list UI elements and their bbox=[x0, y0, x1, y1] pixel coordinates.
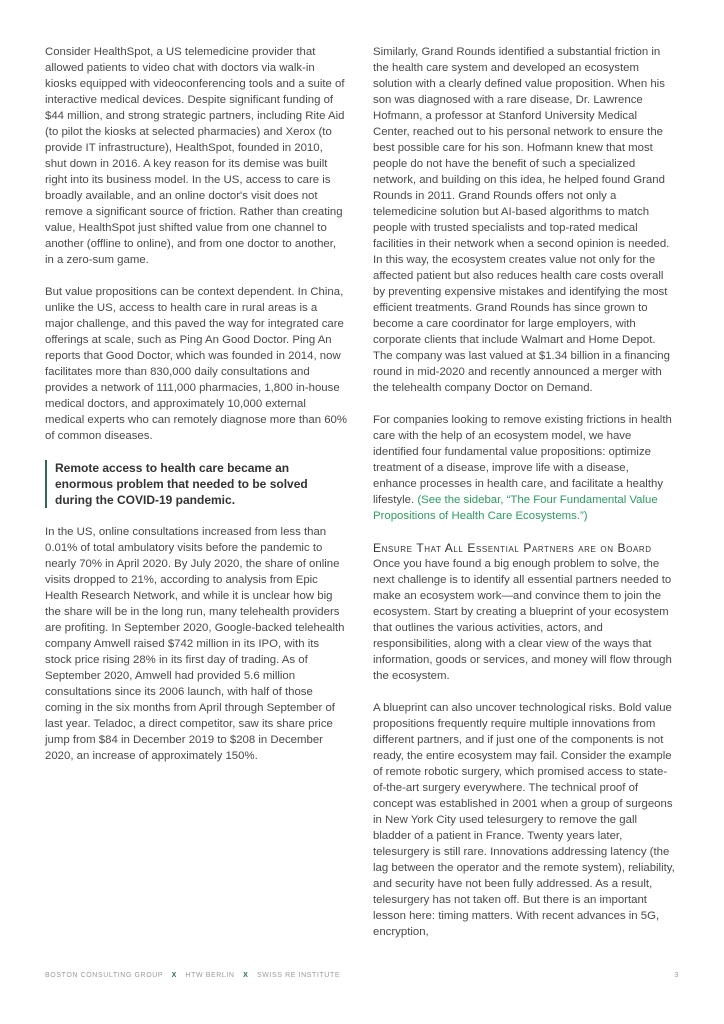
value-propositions-text: For companies looking to remove existing frictions in health care with the help of an ecosystem model, we have identified four fundamental value propositions: optimize treatment of a disease, improve life with a disease, enhance processes in health care, and facilitate a healthy lifestyle. bbox=[373, 414, 672, 506]
paragraph-grand-rounds: Similarly, Grand Rounds identified a substantial friction in the health care system and developed an ecosystem solution with a clearly defined value proposition. When his son was diagnosed with a rare disease, Dr. Lawrence Hofmann, a professor at Stanford University Medical Center, reached out to his personal network to ensure the best possible care for his son. Hofmann knew that most people do not have the benefit of such a specialized network, and building on this idea, he helped found Grand Rounds in 2011. Grand Rounds offers not only a telemedicine solution but AI-based algorithms to match people with trusted specialists and top-rated medical facilities in their network when a second opinion is needed. In this way, the ecosystem creates value not only for the affected patient but also reduces health care costs overall by preventing expensive mistakes and identifying the most efficient treatments. Grand Rounds has since grown to become a care coordinator for large employers, with corporate clients that include Walmart and Home Depot. The company was last valued at $1.34 billion in a financing round in mid-2020 and recently announced a merger with the telehealth company Doctor on Demand. bbox=[373, 46, 670, 394]
paragraph-blueprint: A blueprint can also uncover technological risks. Bold value propositions frequently require multiple innovations from different partners, and if just one of the components is not ready, the entire ecosystem may fail. Consider the example of remote robotic surgery, which promised access to state-of-the-art surgery everywhere. The technical proof of concept was established in 2001 when a group of surgeons in New York City used telesurgery to remove the gall bladder of a patient in France. Twenty years later, telesurgery is still rare. Innovations addressing latency (the lag between the operator and the remote system), reliability, and security have not been fully addressed. As a result, telesurgery has not taken off. But there is an important lesson here: timing matters. With recent advances in 5G, encryption, bbox=[373, 702, 675, 938]
right-column bbox=[373, 44, 675, 956]
paragraph-partners: Once you have found a big enough problem to solve, the next challenge is to identify all essential partners needed to make an ecosystem work—and convince them to join the ecosystem. Start by creating a blueprint of your ecosystem that outlines the various activities, actors, and responsibilities, along with a clear view of the ways that information, goods or services, and money will flow through the ecosystem. bbox=[373, 558, 672, 682]
sidebar-link[interactable]: (See the sidebar, “The Four Fundamental Value Propositions of Health Care Ecosystems.”) bbox=[373, 494, 658, 522]
paragraph-us-online: In the US, online consultations increased from less than 0.01% of total ambulatory visits before the pandemic to nearly 70% in April 2020. By July 2020, the share of online visits dropped to 21%, according to analysis from Epic Health Research Network, and while it is unclear how big the share will be in the long run, many telehealth providers are profiting. In September 2020, Google-backed telehealth company Amwell raised $742 million in its IPO, with its stock price rising 28% in its first day of trading. As of September 2020, Amwell had provided 5.6 million consultations since its 2006 launch, with half of those coming in the six months from April through September of last year. Teladoc, a direct competitor, saw its share price jump from $84 in December 2019 to $208 in December 2020, an increase of approximately 150%. bbox=[45, 526, 345, 762]
footer-separator: X bbox=[243, 972, 249, 979]
footer-organizations bbox=[45, 972, 340, 979]
pull-quote: Remote access to health care became an enormous problem that needed to be solved during the COVID-19 pandemic. bbox=[45, 460, 347, 508]
footer-org-swissre: SWISS RE INSTITUTE bbox=[256, 972, 341, 979]
page-number: 3 bbox=[674, 972, 679, 979]
section-heading: Ensure That All Essential Partners are on Board bbox=[373, 541, 652, 555]
left-column bbox=[45, 44, 347, 780]
footer bbox=[45, 972, 679, 979]
footer-separator: X bbox=[171, 972, 177, 979]
paragraph-healthspot: Consider HealthSpot, a US telemedicine provider that allowed patients to video chat with doctors via walk-in kiosks equipped with videoconferencing tools and a suite of interactive medical devices. Despite significant funding of $44 million, and strong strategic partners, including Rite Aid (to pilot the kiosks at selected pharmacies) and Xerox (to provide IT infrastructure), HealthSpot, founded in 2010, shut down in 2016. A key reason for its demise was built right into its business model. In the US, access to care is broadly available, and an online doctor's visit does not remove a significant source of friction. Rather than creating value, HealthSpot just shifted value from one channel to another (offline to online), and from one doctor to another, in a zero-sum game. bbox=[45, 46, 345, 266]
footer-org-bcg: BOSTON CONSULTING GROUP bbox=[45, 972, 164, 979]
paragraph-value-propositions bbox=[373, 412, 675, 524]
footer-org-htw: HTW BERLIN bbox=[185, 972, 235, 979]
paragraph-china: But value propositions can be context dependent. In China, unlike the US, access to health care in rural areas is a major challenge, and this paved the way for integrated care offerings at scale, such as Ping An Good Doctor. Ping An reports that Good Doctor, which was founded in 2014, now facilitates more than 830,000 daily consultations and provides a network of 111,000 pharmacies, 1,800 in-house medical doctors, and approximately 10,000 external medical experts who can remotely diagnose more than 60% of common diseases. bbox=[45, 286, 348, 442]
